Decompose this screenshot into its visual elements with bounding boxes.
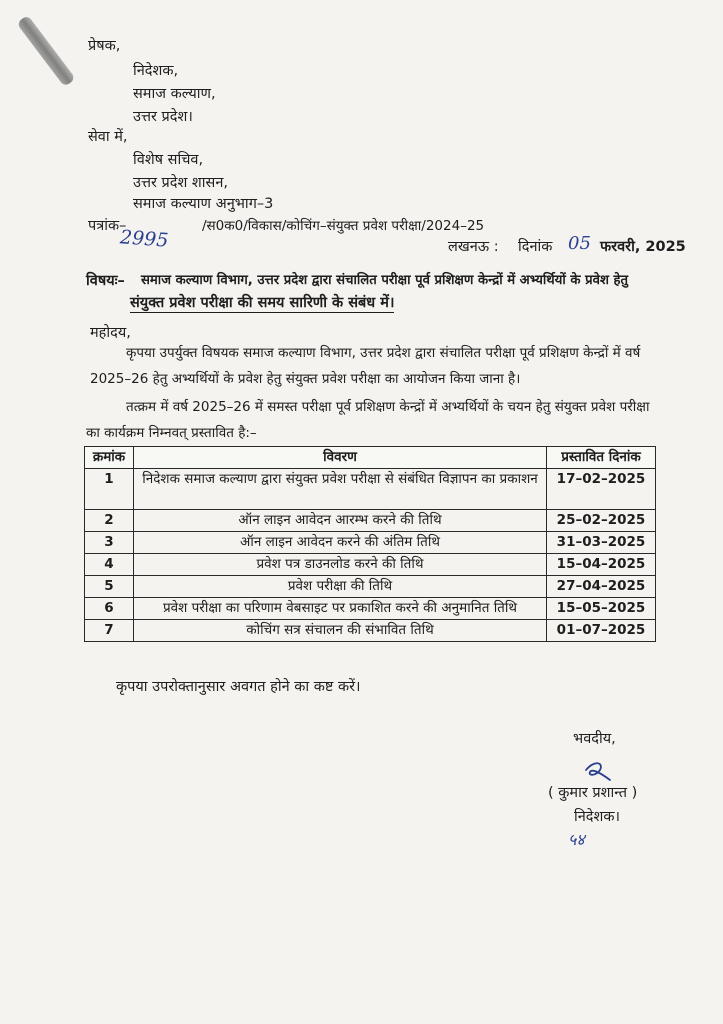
row-sno: 7 [85,620,134,642]
signatory-name: ( कुमार प्रशान्त ) [548,785,638,801]
salutation: महोदय, [90,325,131,341]
row-description: कोचिंग सत्र संचालन की संभावित तिथि [134,620,547,642]
recipient-designation: विशेष सचिव, [133,152,204,168]
row-date: 01–07–2025 [547,620,656,642]
recipient-label: सेवा में, [88,129,128,145]
letter-number-label: पत्रांक– [88,218,127,234]
para1-line2: 2025–26 हेतु अभ्यर्थियों के प्रवेश हेतु संयुक्त प्रवेश परीक्षा का आयोजन किया जाना है। [90,371,521,387]
valediction: भवदीय, [573,731,616,747]
row-description: ऑन लाइन आवेदन करने की अंतिम तिथि [134,532,547,554]
row-sno: 4 [85,554,134,576]
row-date: 25–02–2025 [547,510,656,532]
table-row [85,469,656,510]
subject-line-2 [130,294,394,312]
table-row [85,620,656,642]
row-date: 31–03–2025 [547,532,656,554]
row-date: 17–02–2025 [547,469,656,510]
row-date: 27–04–2025 [547,576,656,598]
row-description: प्रवेश परीक्षा की तिथि [134,576,547,598]
sender-designation: निदेशक, [133,63,179,79]
table-header-row [85,447,656,469]
signatory-designation: निदेशक। [574,809,620,825]
recipient-office: उत्तर प्रदेश शासन, [133,175,228,191]
row-sno: 1 [85,469,134,510]
table-row [85,554,656,576]
para2-line2: का कार्यक्रम निम्नवत् प्रस्तावित है:– [86,425,257,441]
row-sno: 5 [85,576,134,598]
sender-state: उत्तर प्रदेश। [133,109,193,125]
header-description: विवरण [134,447,547,469]
header-sno: क्रमांक [85,447,134,469]
letter-date-rest: फरवरी, 2025 [600,239,686,255]
sender-label: प्रेषक, [88,38,121,54]
header-date: प्रस्तावित दिनांक [547,447,656,469]
row-description: ऑन लाइन आवेदन आरम्भ करने की तिथि [134,510,547,532]
para2-line1: तत्क्रम में वर्ष 2025–26 में समस्त परीक्षा पूर्व प्रशिक्षण केन्द्रों में अभ्यर्थियों के चयन हेतु संयुक्त प्रवेश परीक्षा [126,399,650,415]
letter-date-label: दिनांक [518,239,553,255]
sender-department: समाज कल्याण, [133,86,216,102]
row-date: 15–04–2025 [547,554,656,576]
table-row [85,598,656,620]
row-sno: 3 [85,532,134,554]
letter-number-handwritten: 2995 [119,226,170,252]
subject-line-1: समाज कल्याण विभाग, उत्तर प्रदेश द्वारा संचालित परीक्षा पूर्व प्रशिक्षण केन्द्रों में अभ्यर्थियों के प्रवेश हेतु [141,273,629,288]
row-description: निदेशक समाज कल्याण द्वारा संयुक्त प्रवेश परीक्षा से संबंधित विज्ञापन का प्रकाशन [134,469,547,510]
table-row [85,532,656,554]
row-description: प्रवेश परीक्षा का परिणाम वेबसाइट पर प्रकाशित करने की अनुमानित तिथि [134,598,547,620]
schedule-table [84,446,656,642]
row-description: प्रवेश पत्र डाउनलोड करने की तिथि [134,554,547,576]
table-row [85,510,656,532]
para1-line1: कृपया उपर्युक्त विषयक समाज कल्याण विभाग, उत्तर प्रदेश द्वारा संचालित परीक्षा पूर्व प्रशिक्षण केन्द्रों में वर्ष [126,345,641,361]
handwritten-initials: ५४ [568,830,585,849]
recipient-section: समाज कल्याण अनुभाग–3 [133,196,274,212]
subject-line-2-text: संयुक्त प्रवेश परीक्षा की समय सारिणी के संबंध में। [130,295,395,311]
paper-clip-icon [16,15,75,87]
row-date: 15–05–2025 [547,598,656,620]
signature-scribble-icon [580,758,614,784]
closing-line: कृपया उपरोक्तानुसार अवगत होने का कष्ट करें। [116,679,361,695]
row-sno: 2 [85,510,134,532]
letter-place: लखनऊ : [448,239,499,255]
subject-label: विषयः– [86,273,125,289]
row-sno: 6 [85,598,134,620]
letter-date-handwritten: 05 [568,233,591,254]
letter-number-ref: /स0क0/विकास/कोचिंग–संयुक्त प्रवेश परीक्षा/2024–25 [202,218,485,234]
table-row [85,576,656,598]
